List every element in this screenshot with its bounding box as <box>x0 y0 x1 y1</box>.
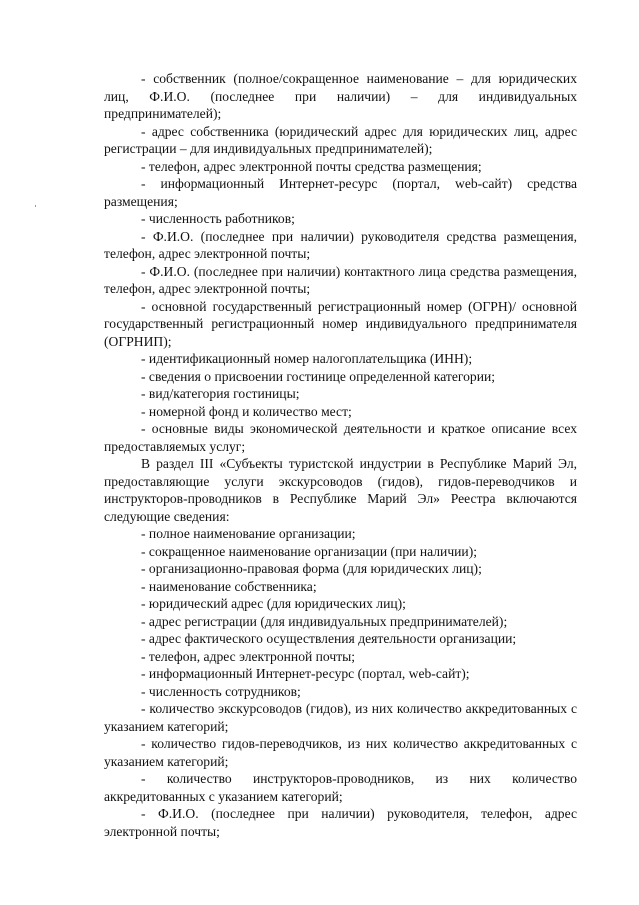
document-paragraph: - полное наименование организации; <box>141 526 356 541</box>
document-paragraph: - информационный Интернет-ресурс (портал, web-сайт) средства размещения; <box>104 176 577 209</box>
document-paragraph: - адрес фактического осуществления деятельности организации; <box>141 631 517 646</box>
document-paragraph: - сведения о присвоении гостинице определенной категории; <box>141 368 496 384</box>
document-paragraph: - информационный Интернет-ресурс (портал, web-сайт); <box>141 666 470 681</box>
document-paragraph: В раздел III «Субъекты туристской индустрии в Республике Марий Эл, предоставляющие услуги экскурсоводов (гидов), гидов-переводчиков и инструкторов-проводников в Республике Марий Эл» Реестра включаются следующие сведения: <box>104 456 577 524</box>
document-paragraph: - количество гидов-переводчиков, из них количество аккредитованных с указанием категорий; <box>104 736 577 769</box>
document-paragraph: - телефон, адрес электронной почты; <box>141 648 356 664</box>
document-paragraph: - наименование собственника; <box>141 578 317 594</box>
document-paragraph: - юридический адрес (для юридических лиц); <box>141 596 406 611</box>
document-paragraph: - телефон, адрес электронной почты средства размещения; <box>141 158 482 174</box>
document-paragraph: - Ф.И.О. (последнее при наличии) руководителя, телефон, адрес электронной почты; <box>104 806 577 839</box>
document-paragraph: - основной государственный регистрационный номер (ОГРН)/ основной государственный регистрационный номер индивидуального предпринимателя (ОГРНИП); <box>104 298 577 349</box>
document-paragraph: - количество инструкторов-проводников, из них количество аккредитованных с указанием категорий; <box>104 771 577 804</box>
document-body <box>104 70 577 840</box>
document-paragraph: - Ф.И.О. (последнее при наличии) руководителя средства размещения, телефон, адрес электронной почты; <box>104 228 577 261</box>
document-paragraph: - организационно-правовая форма (для юридических лиц); <box>141 561 482 576</box>
document-paragraph: - адрес регистрации (для индивидуальных предпринимателей); <box>141 613 508 629</box>
document-paragraph: - идентификационный номер налогоплательщика (ИНН); <box>141 351 473 366</box>
document-paragraph: - собственник (полное/сокращенное наименование – для юридических лиц, Ф.И.О. (последнее при наличии) – для индивидуальных предпринимателей); <box>104 71 577 121</box>
margin-mark <box>35 205 36 207</box>
document-paragraph: - Ф.И.О. (последнее при наличии) контактного лица средства размещения, телефон, адрес электронной почты; <box>104 263 577 296</box>
document-paragraph: - адрес собственника (юридический адрес для юридических лиц, адрес регистрации – для индивидуальных предпринимателей); <box>104 123 577 156</box>
document-paragraph: - численность работников; <box>141 211 295 226</box>
document-paragraph: - основные виды экономической деятельности и краткое описание всех предоставляемых услуг; <box>104 421 577 454</box>
document-paragraph: - количество экскурсоводов (гидов), из них количество аккредитованных с указанием категорий; <box>104 701 577 734</box>
document-paragraph: - сокращенное наименование организации (при наличии); <box>141 543 478 559</box>
document-paragraph: - вид/категория гостиницы; <box>141 386 300 401</box>
document-paragraph: - номерной фонд и количество мест; <box>141 403 352 419</box>
document-paragraph: - численность сотрудников; <box>141 683 301 699</box>
